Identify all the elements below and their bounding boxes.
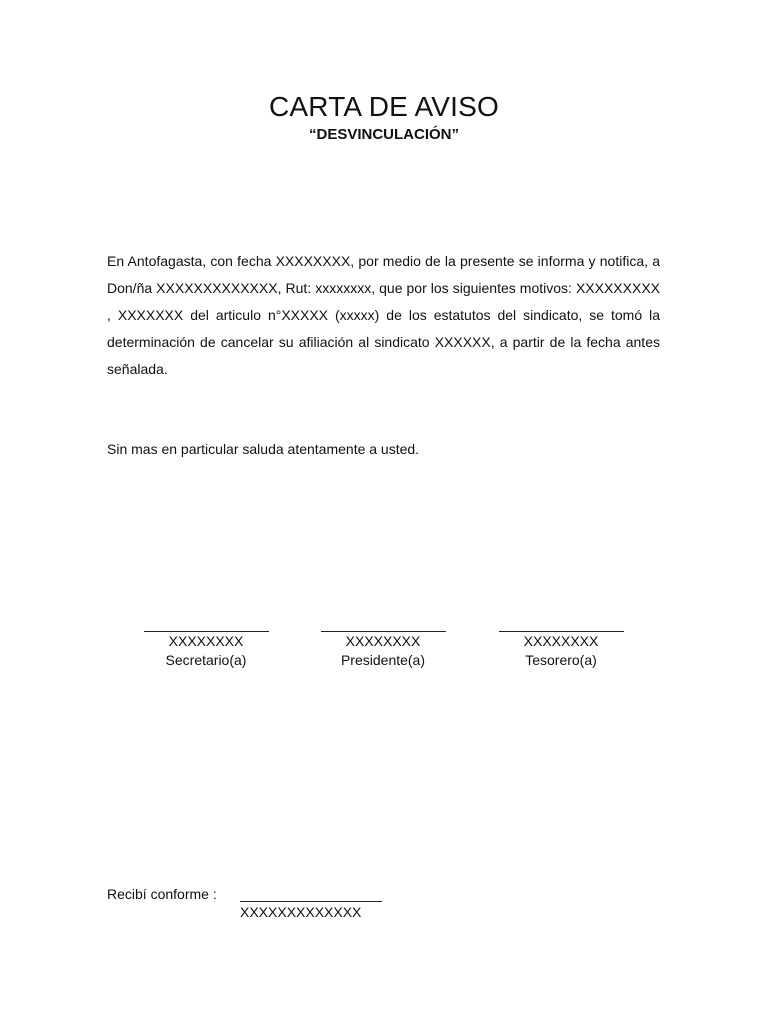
signature-tesorero <box>486 617 636 669</box>
document-subtitle: “DESVINCULACIÓN” <box>308 126 459 143</box>
document-title: CARTA DE AVISO <box>269 91 499 122</box>
signature-role: Presidente(a) <box>340 652 426 668</box>
signature-line <box>144 617 269 632</box>
receipt-signature-line <box>240 887 382 902</box>
signature-line <box>499 617 624 632</box>
signature-name: XXXXXXXX <box>168 633 244 649</box>
signature-role: Tesorero(a) <box>525 652 597 668</box>
closing-line: Sin mas en particular saluda atentamente a usted. <box>107 441 420 457</box>
receipt-name: XXXXXXXXXXXXX <box>240 904 362 920</box>
signature-presidente <box>308 617 458 669</box>
receipt-label: Recibí conforme : <box>107 886 217 902</box>
signature-secretario <box>131 617 281 669</box>
signature-name: XXXXXXXX <box>345 633 421 649</box>
signature-role: Secretario(a) <box>165 652 247 668</box>
body-paragraph: En Antofagasta, con fecha XXXXXXXX, por medio de la presente se informa y notifica, a Don/ña XXXXXXXXXXXXX, Rut: xxxxxxxx, que por los siguientes motivos: XXXXXXXXX , XXXXXXX del articulo n°XXXXX (xxxxx) de los estatutos del sindicato, se tomó la determinación de cancelar su afiliación al sindicato XXXXXX, a partir de la fecha antes señalada. <box>107 253 660 377</box>
signature-line <box>321 617 446 632</box>
signature-name: XXXXXXXX <box>523 633 599 649</box>
